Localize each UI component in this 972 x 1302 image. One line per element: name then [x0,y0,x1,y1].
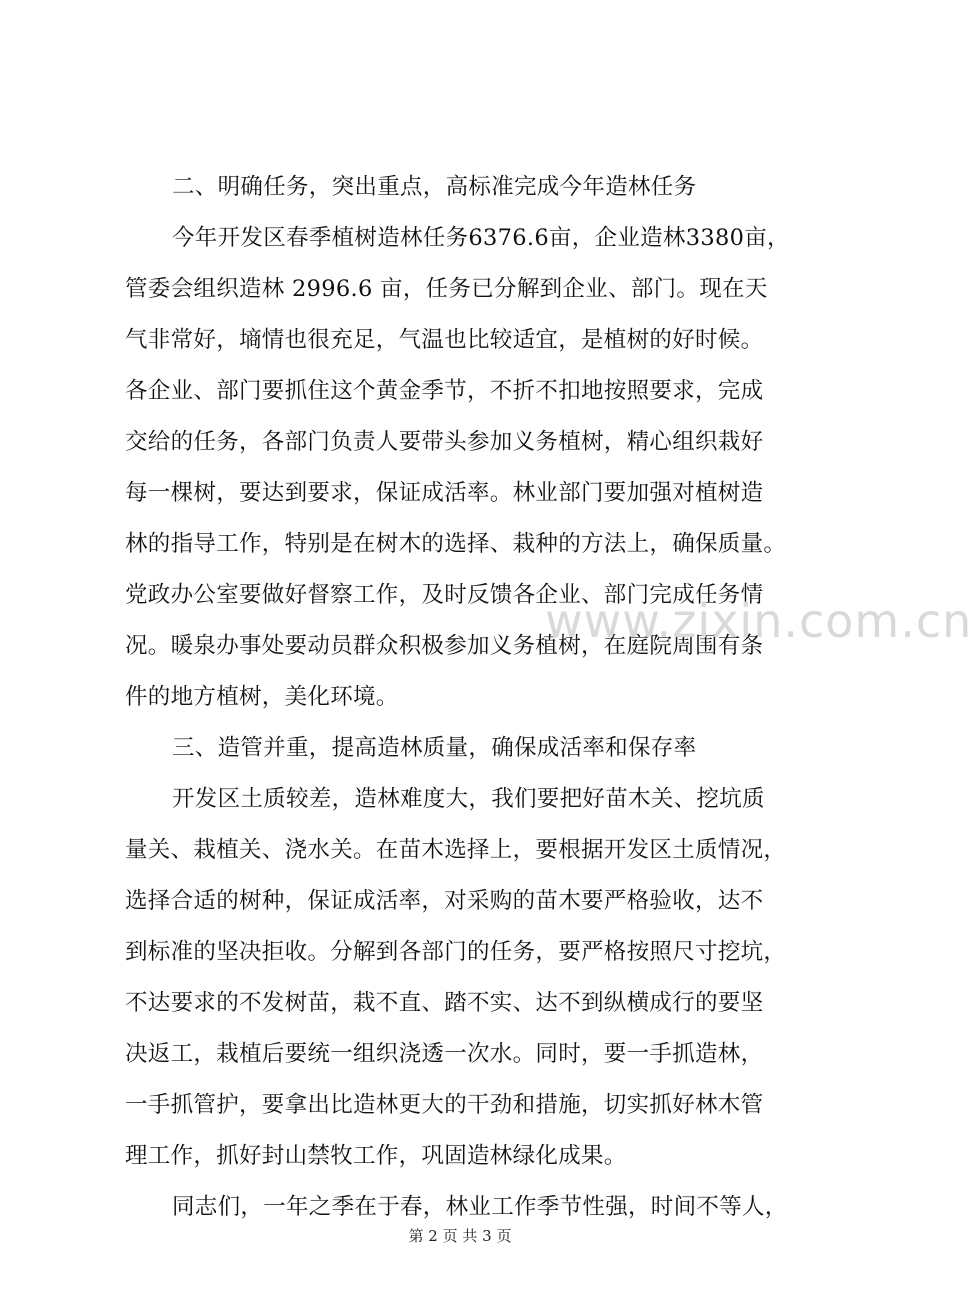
section-heading-2: 二、明确任务，突出重点，高标准完成今年造林任务 [172,174,697,200]
paragraph-line: 选择合适的树种，保证成活率，对采购的苗木要严格验收，达不 [125,888,764,914]
paragraph-line: 开发区土质较差，造林难度大，我们要把好苗木关、挖坑质 [172,786,765,812]
paragraph-line: 理工作，抓好封山禁牧工作，巩固造林绿化成果。 [125,1143,627,1169]
paragraph-line: 党政办公室要做好督察工作，及时反馈各企业、部门完成任务情 [125,582,764,608]
paragraph-line: 决返工，栽植后要统一组织浇透一次水。同时，要一手抓造林， [125,1041,764,1067]
page-footer: 第 2 页 共 3 页 [408,1227,512,1245]
paragraph-line: 件的地方植树，美化环境。 [125,684,399,710]
paragraph-line: 林的指导工作，特别是在树木的选择、栽种的方法上，确保质量。 [125,531,787,557]
paragraph-line: 量关、栽植关、浇水关。在苗木选择上，要根据开发区土质情况， [125,837,787,863]
paragraph-line: 各企业、部门要抓住这个黄金季节，不折不扣地按照要求，完成 [125,378,764,404]
paragraph-line: 一手抓管护，要拿出比造林更大的干劲和措施，切实抓好林木管 [125,1092,764,1118]
paragraph-line: 到标准的坚决拒收。分解到各部门的任务，要严格按照尺寸挖坑， [125,939,787,965]
paragraph-line: 今年开发区春季植树造林任务6376.6亩，企业造林3380亩， [172,225,790,251]
paragraph-line: 交给的任务，各部门负责人要带头参加义务植树，精心组织栽好 [125,429,764,455]
paragraph-line: 不达要求的不发树苗，栽不直、踏不实、达不到纵横成行的要坚 [125,990,764,1016]
paragraph-line: 况。暖泉办事处要动员群众积极参加义务植树，在庭院周围有条 [125,633,764,659]
paragraph-line: 每一棵树，要达到要求，保证成活率。林业部门要加强对植树造 [125,480,764,506]
watermark: www.zixin.com.cn [545,594,972,648]
paragraph-line: 管委会组织造林 2996.6 亩，任务已分解到企业、部门。现在天 [125,276,768,302]
section-heading-3: 三、造管并重，提高造林质量，确保成活率和保存率 [172,735,697,761]
paragraph-line: 气非常好，墒情也很充足，气温也比较适宜，是植树的好时候。 [125,327,764,353]
paragraph-line: 同志们，一年之季在于春，林业工作季节性强，时间不等人， [172,1194,788,1220]
